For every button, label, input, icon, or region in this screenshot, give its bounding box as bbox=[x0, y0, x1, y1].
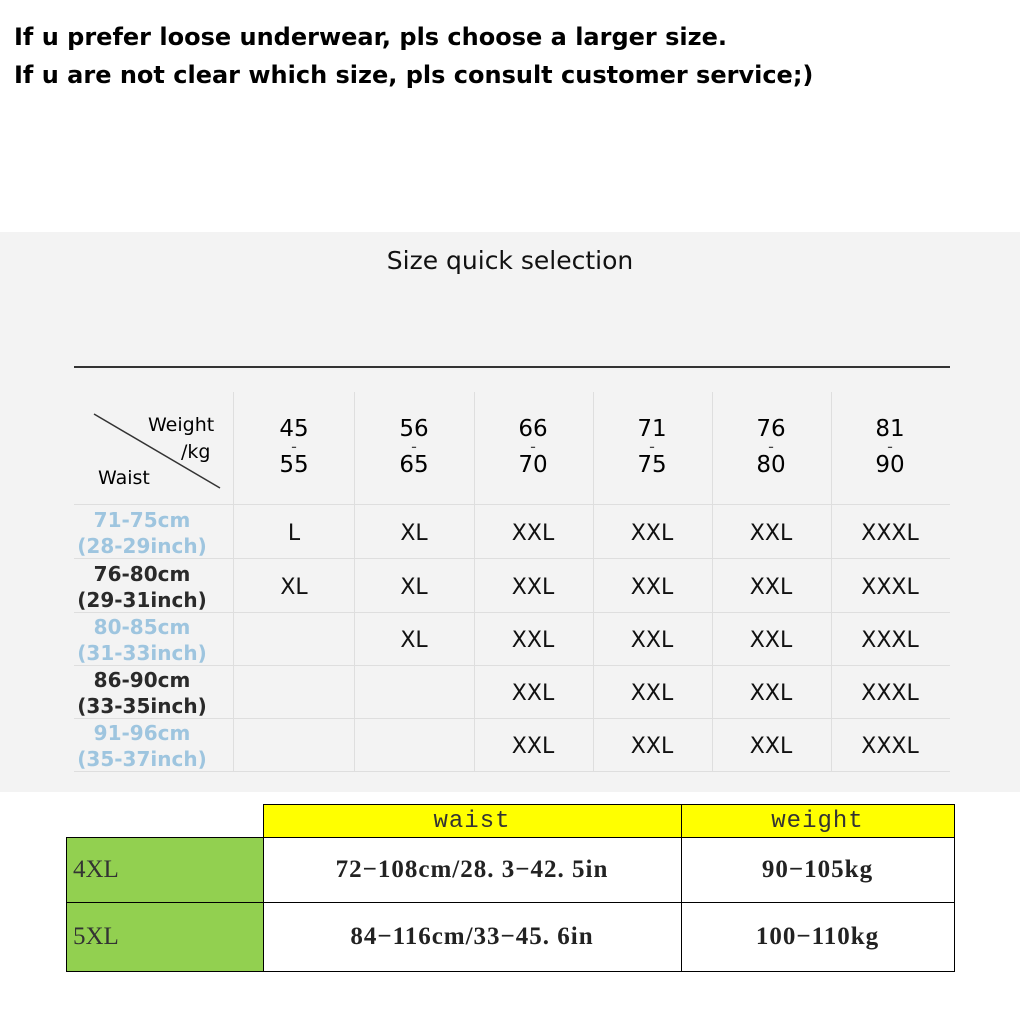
weight-to: 55 bbox=[279, 452, 309, 478]
size-cell: XXXL bbox=[861, 628, 919, 653]
size-cell: XXXL bbox=[861, 681, 919, 706]
size-cell: XXXL bbox=[861, 734, 919, 759]
size-cell: L bbox=[287, 521, 301, 546]
size-cell: XXL bbox=[630, 734, 674, 759]
waist-cm: 80-85cm bbox=[93, 615, 191, 639]
size-cell: XXL bbox=[511, 681, 555, 706]
weight-from: 66 bbox=[518, 416, 548, 442]
title-divider bbox=[74, 366, 950, 368]
weight-to: 65 bbox=[399, 452, 429, 478]
waist-row-label bbox=[74, 561, 210, 613]
size-cell: XXL bbox=[630, 521, 674, 546]
size-cell: XXL bbox=[511, 575, 555, 600]
waist-cm: 86-90cm bbox=[93, 668, 191, 692]
weight-to: 90 bbox=[875, 452, 905, 478]
size-cell: XXL bbox=[630, 628, 674, 653]
weight-unit-label: /kg bbox=[181, 441, 211, 463]
row-divider bbox=[74, 504, 950, 505]
weight-to: 70 bbox=[518, 452, 548, 478]
size-cell: XXL bbox=[511, 734, 555, 759]
weight-dash: - bbox=[887, 437, 893, 456]
panel-title: Size quick selection bbox=[386, 246, 634, 275]
size-cell: XXL bbox=[749, 681, 793, 706]
size-cell: XXL bbox=[749, 734, 793, 759]
waist-range-5xl: 84−116cm/33−45. 6in bbox=[263, 903, 681, 972]
weight-column-header bbox=[593, 418, 711, 476]
weight-from: 56 bbox=[399, 416, 429, 442]
size-label-5xl: 5XL bbox=[67, 903, 264, 972]
size-cell: XXL bbox=[749, 575, 793, 600]
size-label-4xl: 4XL bbox=[67, 838, 264, 903]
weight-from: 76 bbox=[756, 416, 786, 442]
weight-from: 71 bbox=[637, 416, 667, 442]
size-grid bbox=[74, 392, 950, 772]
size-notes bbox=[14, 18, 1014, 94]
waist-inch: (28-29inch) bbox=[77, 534, 207, 558]
weight-to: 75 bbox=[637, 452, 667, 478]
waist-inch: (33-35inch) bbox=[77, 694, 207, 718]
size-cell: XXL bbox=[749, 521, 793, 546]
weight-column-header bbox=[235, 418, 353, 476]
waist-row-label bbox=[74, 614, 210, 666]
size-cell: XL bbox=[400, 575, 428, 600]
size-cell: XXL bbox=[630, 681, 674, 706]
weight-to: 80 bbox=[756, 452, 786, 478]
waist-inch: (35-37inch) bbox=[77, 747, 207, 771]
waist-row-label bbox=[74, 720, 210, 772]
size-quick-selection-panel bbox=[0, 232, 1020, 792]
size-cell: XL bbox=[400, 628, 428, 653]
waist-axis-label: Waist bbox=[98, 467, 150, 489]
size-cell: XXL bbox=[749, 628, 793, 653]
size-cell: XXXL bbox=[861, 575, 919, 600]
waist-cm: 71-75cm bbox=[93, 508, 191, 532]
waist-row-label bbox=[74, 667, 210, 719]
size-cell: XXXL bbox=[861, 521, 919, 546]
weight-axis-label: Weight bbox=[148, 414, 215, 436]
waist-cm: 76-80cm bbox=[93, 562, 191, 586]
size-cell: XXL bbox=[630, 575, 674, 600]
waist-header: waist bbox=[263, 805, 681, 838]
corner-header bbox=[74, 392, 233, 504]
weight-column-header bbox=[831, 418, 949, 476]
weight-header: weight bbox=[681, 805, 954, 838]
size-cell: XXL bbox=[511, 521, 555, 546]
size-cell: XXL bbox=[511, 628, 555, 653]
weight-dash: - bbox=[291, 437, 297, 456]
waist-cm: 91-96cm bbox=[93, 721, 191, 745]
waist-range-4xl: 72−108cm/28. 3−42. 5in bbox=[263, 838, 681, 903]
large-size-corner bbox=[67, 805, 264, 838]
size-cell: XL bbox=[280, 575, 308, 600]
weight-dash: - bbox=[530, 437, 536, 456]
size-cell: XL bbox=[400, 521, 428, 546]
note-loose-fit: If u prefer loose underwear, pls choose a larger size. bbox=[14, 23, 727, 51]
weight-dash: - bbox=[768, 437, 774, 456]
weight-range-5xl: 100−110kg bbox=[681, 903, 954, 972]
waist-inch: (31-33inch) bbox=[77, 641, 207, 665]
column-divider bbox=[233, 392, 234, 772]
waist-inch: (29-31inch) bbox=[77, 588, 207, 612]
weight-dash: - bbox=[411, 437, 417, 456]
weight-from: 81 bbox=[875, 416, 905, 442]
weight-column-header bbox=[474, 418, 592, 476]
note-consult-service: If u are not clear which size, pls consult customer service;) bbox=[14, 61, 814, 89]
weight-column-header bbox=[355, 418, 473, 476]
weight-from: 45 bbox=[279, 416, 309, 442]
weight-column-header bbox=[712, 418, 830, 476]
waist-row-label bbox=[74, 507, 210, 559]
weight-dash: - bbox=[649, 437, 655, 456]
large-size-table bbox=[66, 804, 955, 972]
weight-range-4xl: 90−105kg bbox=[681, 838, 954, 903]
